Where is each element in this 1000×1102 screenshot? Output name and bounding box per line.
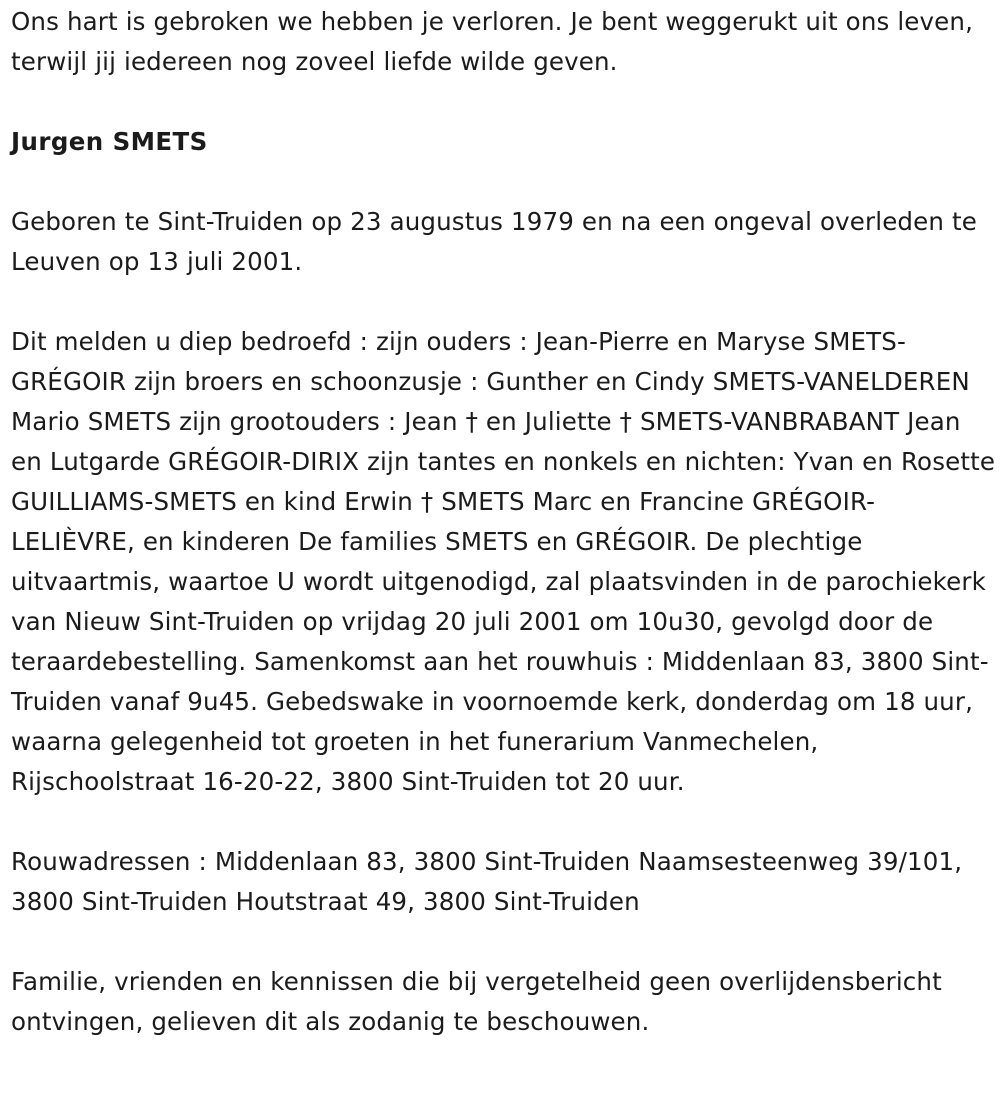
birth-death-paragraph: Geboren te Sint-Truiden op 23 augustus 1979 en na een ongeval overleden te Leuven op 13 juli 2001.: [11, 207, 977, 276]
mourning-addresses-paragraph: Rouwadressen : Middenlaan 83, 3800 Sint-Truiden Naamsesteenweg 39/101, 3800 Sint-Truiden Houtstraat 49, 3800 Sint-Truiden: [11, 847, 963, 916]
obituary-notice: [11, 2, 996, 1042]
announcement-paragraph: Dit melden u diep bedroefd : zijn ouders : Jean-Pierre en Maryse SMETS-GRÉGOIR zijn broers en schoonzusje : Gunther en Cindy SMETS-VANELDEREN Mario SMETS zijn grootouders : Jean † en Juliette † SMETS-VANBRABANT Jean en Lutgarde GRÉGOIR-DIRIX zijn tantes en nonkels en nichten: Yvan en Rosette GUILLIAMS-SMETS en kind Erwin † SMETS Marc en Francine GRÉGOIR-LELIÈVRE, en kinderen De families SMETS en GRÉGOIR. De plechtige uitvaartmis, waartoe U wordt uitgenodigd, zal plaatsvinden in de parochiekerk van Nieuw Sint-Truiden op vrijdag 20 juli 2001 om 10u30, gevolgd door de teraardebestelling. Samenkomst aan het rouwhuis : Middenlaan 83, 3800 Sint-Truiden vanaf 9u45. Gebedswake in voornoemde kerk, donderdag om 18 uur, waarna gelegenheid tot groeten in het funerarium Vanmechelen, Rijschoolstraat 16-20-22, 3800 Sint-Truiden tot 20 uur.: [11, 327, 996, 796]
opening-verse: Ons hart is gebroken we hebben je verloren. Je bent weggerukt uit ons leven, terwijl jij iedereen nog zoveel liefde wilde geven.: [11, 7, 974, 76]
closing-paragraph: Familie, vrienden en kennissen die bij vergetelheid geen overlijdensbericht ontvingen, gelieven dit als zodanig te beschouwen.: [11, 967, 942, 1036]
deceased-name: Jurgen SMETS: [11, 127, 208, 156]
